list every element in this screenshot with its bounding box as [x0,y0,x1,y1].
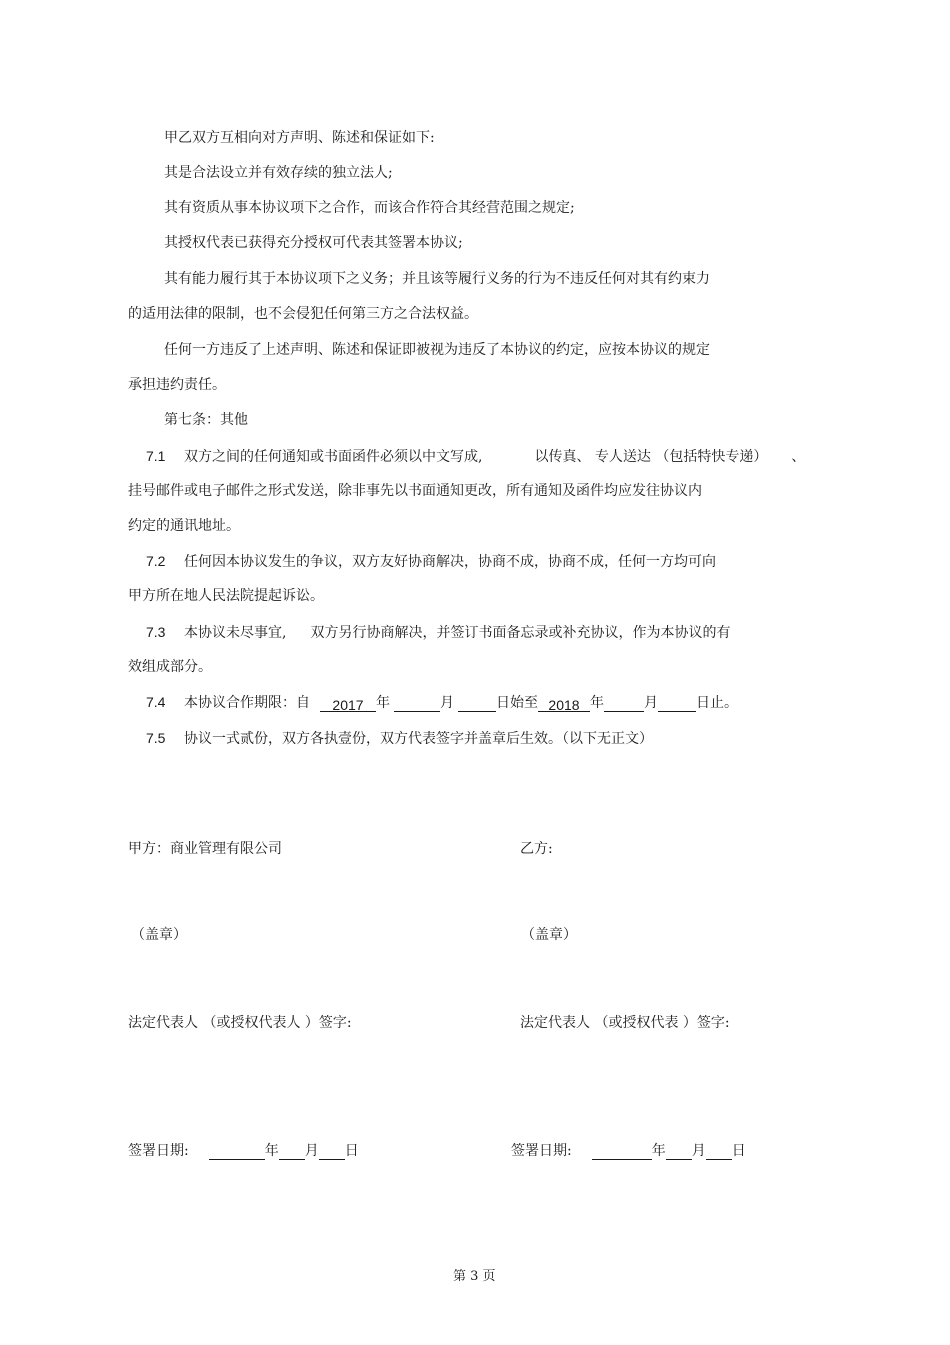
declaration-item-3: 其授权代表已获得充分授权可代表其签署本协议; [164,235,463,251]
article-7-heading: 第七条：其他 [164,412,248,428]
party-a-representative-signature: 法定代表人 （或授权代表人 ）签字: [128,1015,352,1031]
start-month-field[interactable] [394,696,440,712]
declaration-item-1: 其是合法设立并有效存续的独立法人; [164,165,393,181]
clause-text: 任何因本协议发生的争议，双方友好协商解决，协商不成，协商不成，任何一方均可向 [184,554,716,570]
clause-7-1-line-3: 约定的通讯地址。 [128,518,240,534]
unit-year: 年 [376,695,390,711]
start-day-field[interactable] [458,696,496,712]
unit-month: 月 [644,695,658,711]
clause-text: 、 [791,449,806,465]
party-a-sign-date [128,1142,359,1160]
clause-text: 以传真、 专人送达 （包括特快专递） [534,449,768,465]
declaration-item-4-line-2: 的适用法律的限制，也不会侵犯任何第三方之合法权益。 [128,306,478,322]
clause-7-4 [146,693,738,712]
date-year-field[interactable] [209,1144,265,1160]
end-year-field[interactable]: 2018 [538,696,590,712]
date-year-field[interactable] [592,1144,652,1160]
unit-month: 月 [691,1143,706,1159]
clause-7-1-line-2: 挂号邮件或电子邮件之形式发送，除非事先以书面通知更改，所有通知及函件均应发往协议内 [128,483,702,499]
unit-day: 日 [731,1143,746,1159]
clause-7-2-line-2: 甲方所在地人民法院提起诉讼。 [128,588,324,604]
clause-text: 本协议未尽事宜, [184,625,287,641]
declaration-item-4-line-1: 其有能力履行其于本协议项下之义务；并且该等履行义务的行为不违反任何对其有约束力 [164,271,710,287]
unit-month: 月 [304,1143,319,1159]
clause-text: 双方另行协商解决，并签订书面备忘录或补充协议，作为本协议的有 [310,625,731,641]
clause-7-1-line-1 [146,447,805,466]
unit-month: 月 [440,695,454,711]
clause-number: 7.4 [146,694,166,710]
unit-day-to: 日始至 [496,695,538,711]
party-b-representative-signature: 法定代表人 （或授权代表 ）签字: [520,1015,730,1031]
term-label: 本协议合作期限：自 [184,695,310,711]
unit-day: 日 [344,1143,359,1159]
party-b-sign-date [511,1142,746,1160]
clause-text: 双方之间的任何通知或书面函件必须以中文写成, [184,449,483,465]
date-day-field[interactable] [319,1144,345,1160]
clause-7-2-line-1 [146,552,716,571]
end-day-field[interactable] [658,696,696,712]
declaration-intro: 甲乙双方互相向对方声明、陈述和保证如下: [164,130,435,146]
clause-number: 7.3 [146,624,166,640]
party-b-seal: （盖章） [521,927,577,943]
date-month-field[interactable] [666,1144,692,1160]
clause-7-3-line-1 [146,623,730,642]
clause-number: 7.2 [146,553,166,569]
date-label: 签署日期: [511,1143,572,1159]
breach-clause-line-1: 任何一方违反了上述声明、陈述和保证即被视为违反了本协议的约定，应按本协议的规定 [164,342,710,358]
date-month-field[interactable] [279,1144,305,1160]
clause-number: 7.1 [146,448,166,464]
unit-day-end: 日止。 [696,695,738,711]
party-b-label: 乙方: [520,841,553,857]
breach-clause-line-2: 承担违约责任。 [128,377,226,393]
unit-year: 年 [651,1143,666,1159]
clause-text: 协议一式贰份，双方各执壹份，双方代表签字并盖章后生效。（以下无正文） [184,731,653,747]
declaration-item-2: 其有资质从事本协议项下之合作，而该合作符合其经营范围之规定; [164,200,575,216]
date-label: 签署日期: [128,1143,189,1159]
clause-7-5 [146,729,653,748]
end-month-field[interactable] [604,696,644,712]
date-day-field[interactable] [706,1144,732,1160]
party-a-label: 甲方：商业管理有限公司 [128,841,282,857]
page-number: 第 3 页 [453,1269,496,1284]
unit-year: 年 [590,695,604,711]
party-a-seal: （盖章） [131,927,187,943]
clause-7-3-line-2: 效组成部分。 [128,659,212,675]
start-year-field[interactable]: 2017 [320,696,376,712]
unit-year: 年 [264,1143,279,1159]
clause-number: 7.5 [146,730,166,746]
